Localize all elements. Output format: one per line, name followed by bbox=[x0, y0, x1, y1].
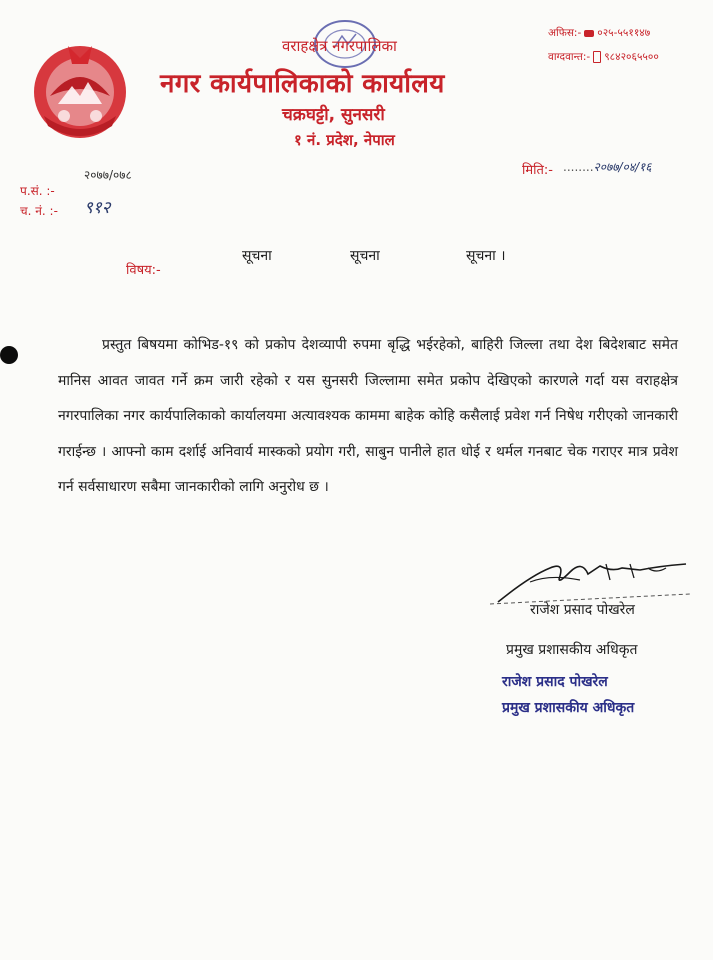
mobile-phone bbox=[548, 50, 659, 64]
office-phone-label: अफिस:- bbox=[548, 27, 582, 39]
date-value-line bbox=[563, 158, 652, 175]
office-title: नगर कार्यपालिकाको कार्यालय bbox=[160, 69, 445, 99]
mobile-icon bbox=[593, 51, 601, 63]
subject-notice: सूचना bbox=[242, 248, 272, 264]
signatory-title: प्रमुख प्रशासकीय अधिकृत bbox=[506, 642, 638, 658]
date-dots: ........ bbox=[563, 160, 594, 174]
stamp-signatory-name: राजेश प्रसाद पोखरेल bbox=[502, 674, 608, 690]
province-label: १ नं. प्रदेश, नेपाल bbox=[294, 131, 395, 149]
stamp-signatory-title: प्रमुख प्रशासकीय अधिकृत bbox=[502, 700, 635, 716]
dispatch-number-label: च. नं. :- bbox=[20, 204, 58, 218]
subject-notice: सूचना । bbox=[466, 248, 506, 264]
mobile-label: वाग्दवान्त:- bbox=[548, 51, 591, 63]
office-phone-number: ०२५-५५११४७ bbox=[597, 27, 651, 39]
office-phone bbox=[548, 26, 650, 40]
date-value: २०७७/०४/१६ bbox=[593, 160, 652, 174]
fiscal-year: २०७७/०७८ bbox=[84, 168, 132, 182]
nepal-emblem-icon bbox=[28, 38, 132, 140]
subject-label: विषय:- bbox=[126, 263, 161, 278]
office-location: चक्रघट्टी, सुनसरी bbox=[282, 105, 385, 125]
municipality-name: वराहक्षेत्र नगरपालिका bbox=[282, 37, 397, 55]
phone-icon bbox=[584, 30, 594, 37]
letter-number-label: प.सं. :- bbox=[20, 184, 55, 198]
date-label: मिति:- bbox=[522, 163, 553, 178]
subject-notice: सूचना bbox=[350, 248, 380, 264]
punch-hole bbox=[0, 346, 18, 364]
mobile-number: ९८४२०६५५०० bbox=[604, 51, 659, 63]
notice-body: प्रस्तुत बिषयमा कोभिड-१९ को प्रकोप देशव्यापी रुपमा बृद्धि भईरहेको, बाहिरी जिल्ला तथा देश बिदेशबाट समेत मानिस आवत जावत गर्ने क्रम जारी रहेको र यस सुनसरी जिल्लामा समेत प्रकोप देखिएको कारणले गर्दा यस वराहक्षेत्र नगरपालिका नगर कार्यपालिकाको कार्यालयमा अत्यावश्यक काममा बाहेक कोहि कसैलाई प्रवेश गर्न निषेध गरीएको जानकारी गराईन्छ । आफ्नो काम दर्शाई अनिवार्य मास्कको प्रयोग गरी, साबुन पानीले हात धोई र थर्मल गनबाट चेक गराएर मात्र प्रवेश गर्न सर्वसाधारण सबैमा जानकारीको लागि अनुरोध छ । bbox=[58, 337, 678, 495]
dispatch-number-value: ९१२ bbox=[84, 198, 111, 218]
signatory-name: राजेश प्रसाद पोखरेल bbox=[530, 602, 635, 618]
